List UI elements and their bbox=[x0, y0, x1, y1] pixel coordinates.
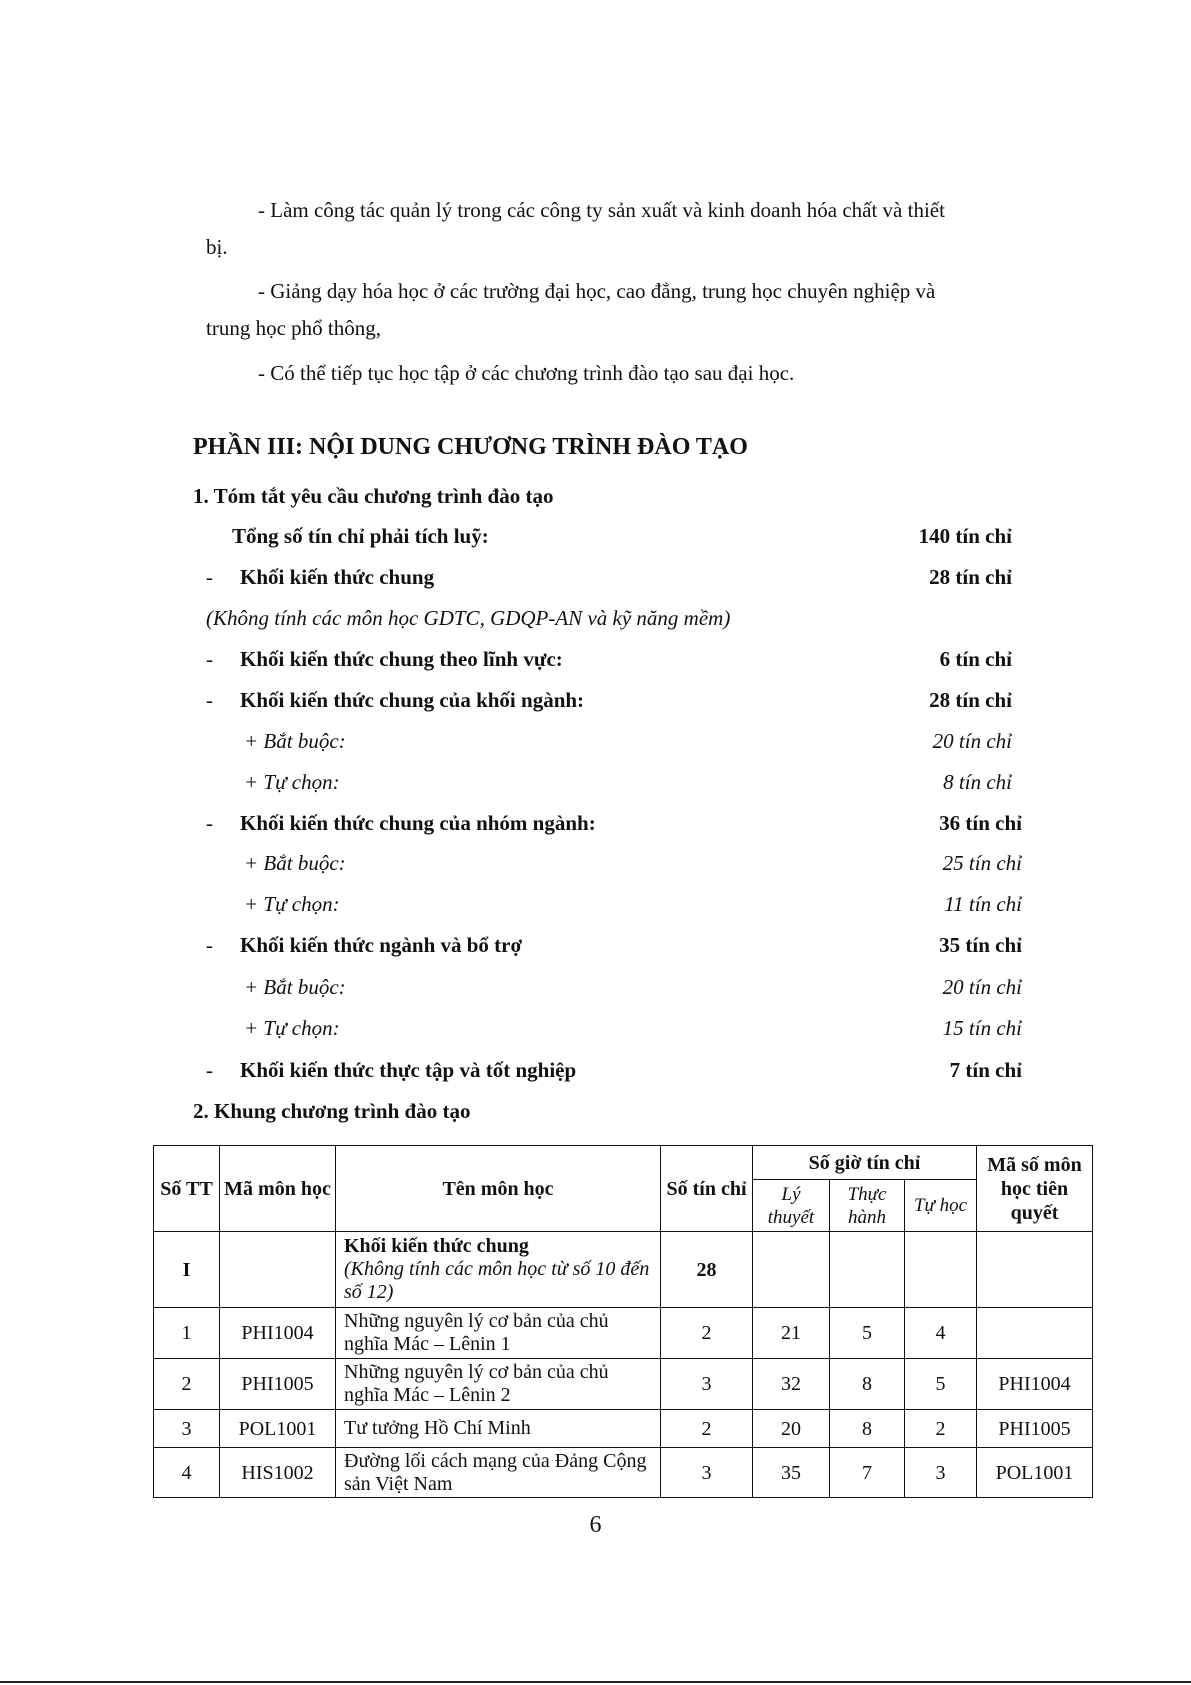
row-credits: 2 bbox=[661, 1410, 753, 1448]
group-prerequisite bbox=[977, 1232, 1093, 1308]
paragraph-line: - Làm công tác quản lý trong các công ty sản xuất và kinh doanh hóa chất và thiết bbox=[258, 198, 945, 222]
group-title: Khối kiến thức chung bbox=[344, 1235, 529, 1257]
block-required-label: + Bắt buộc: bbox=[244, 729, 346, 753]
table-row bbox=[154, 1448, 1093, 1498]
row-theory: 21 bbox=[753, 1308, 830, 1359]
paragraph-line: - Có thể tiếp tục học tập ở các chương trình đào tạo sau đại học. bbox=[258, 361, 795, 385]
total-credits-label: Tổng số tín chỉ phải tích luỹ: bbox=[232, 524, 489, 548]
header-prerequisite: Mã số môn học tiên quyết bbox=[977, 1146, 1093, 1232]
field-knowledge-value: 6 tín chỉ bbox=[939, 647, 1012, 671]
internship-knowledge-value: 7 tín chỉ bbox=[949, 1058, 1022, 1082]
header-theory: Lý thuyết bbox=[753, 1180, 830, 1232]
header-code: Mã môn học bbox=[220, 1146, 336, 1232]
row-name: Tư tưởng Hồ Chí Minh bbox=[336, 1410, 661, 1448]
general-knowledge-value: 28 tín chỉ bbox=[929, 565, 1012, 589]
bottom-rule bbox=[0, 1681, 1191, 1683]
block-required-value: 20 tín chỉ bbox=[932, 729, 1012, 753]
header-self-study: Tự học bbox=[905, 1180, 977, 1232]
row-prerequisite: POL1001 bbox=[977, 1448, 1093, 1498]
header-credit-hours: Số giờ tín chỉ bbox=[753, 1146, 977, 1180]
row-stt: 4 bbox=[154, 1448, 220, 1498]
subsection-heading: 1. Tóm tắt yêu cầu chương trình đào tạo bbox=[193, 484, 554, 508]
row-practice: 5 bbox=[830, 1308, 905, 1359]
block-knowledge-label: Khối kiến thức chung của khối ngành: bbox=[240, 688, 585, 712]
group-credits: 28 bbox=[661, 1232, 753, 1308]
group-note: (Không tính các môn học từ số 10 đến số 12) bbox=[344, 1258, 650, 1303]
group-elective-label: + Tự chọn: bbox=[244, 892, 340, 916]
row-practice: 7 bbox=[830, 1448, 905, 1498]
section-heading: PHẦN III: NỘI DUNG CHƯƠNG TRÌNH ĐÀO TẠO bbox=[193, 434, 748, 460]
major-elective-value: 15 tín chỉ bbox=[942, 1016, 1022, 1040]
header-name: Tên môn học bbox=[336, 1146, 661, 1232]
row-prerequisite: PHI1005 bbox=[977, 1410, 1093, 1448]
bullet-dash: - bbox=[206, 933, 213, 957]
group-stt: I bbox=[154, 1232, 220, 1308]
row-code: PHI1004 bbox=[220, 1308, 336, 1359]
row-self-study: 4 bbox=[905, 1308, 977, 1359]
row-name: Đường lối cách mạng của Đảng Cộng sản Việt Nam bbox=[336, 1448, 661, 1498]
total-credits-value: 140 tín chỉ bbox=[918, 524, 1012, 548]
row-theory: 20 bbox=[753, 1410, 830, 1448]
group-elective-value: 11 tín chỉ bbox=[944, 892, 1022, 916]
row-code: HIS1002 bbox=[220, 1448, 336, 1498]
row-self-study: 3 bbox=[905, 1448, 977, 1498]
row-practice: 8 bbox=[830, 1359, 905, 1410]
major-knowledge-value: 35 tín chỉ bbox=[939, 933, 1022, 957]
row-code: POL1001 bbox=[220, 1410, 336, 1448]
bullet-dash: - bbox=[206, 1058, 213, 1082]
group-knowledge-label: Khối kiến thức chung của nhóm ngành: bbox=[240, 811, 596, 835]
general-knowledge-label: Khối kiến thức chung bbox=[240, 565, 435, 589]
table-row bbox=[154, 1410, 1093, 1448]
bullet-dash: - bbox=[206, 811, 213, 835]
row-theory: 35 bbox=[753, 1448, 830, 1498]
table-group-row bbox=[154, 1232, 1093, 1308]
row-practice: 8 bbox=[830, 1410, 905, 1448]
header-stt: Số TT bbox=[154, 1146, 220, 1232]
group-theory bbox=[753, 1232, 830, 1308]
row-name: Những nguyên lý cơ bản của chủ nghĩa Mác – Lênin 1 bbox=[336, 1308, 661, 1359]
major-required-label: + Bắt buộc: bbox=[244, 975, 346, 999]
header-credits: Số tín chỉ bbox=[661, 1146, 753, 1232]
block-knowledge-value: 28 tín chỉ bbox=[929, 688, 1012, 712]
row-stt: 3 bbox=[154, 1410, 220, 1448]
row-theory: 32 bbox=[753, 1359, 830, 1410]
curriculum-table bbox=[153, 1145, 1093, 1498]
subsection-heading: 2. Khung chương trình đào tạo bbox=[193, 1099, 471, 1123]
field-knowledge-label: Khối kiến thức chung theo lĩnh vực: bbox=[240, 647, 563, 671]
bullet-dash: - bbox=[206, 688, 213, 712]
bullet-dash: - bbox=[206, 647, 213, 671]
group-self-study bbox=[905, 1232, 977, 1308]
paragraph-line: trung học phổ thông, bbox=[206, 316, 381, 340]
page-number: 6 bbox=[589, 1512, 602, 1538]
row-credits: 3 bbox=[661, 1448, 753, 1498]
row-self-study: 2 bbox=[905, 1410, 977, 1448]
paragraph-line: bị. bbox=[206, 235, 228, 259]
block-elective-label: + Tự chọn: bbox=[244, 770, 340, 794]
row-self-study: 5 bbox=[905, 1359, 977, 1410]
row-prerequisite bbox=[977, 1308, 1093, 1359]
group-code bbox=[220, 1232, 336, 1308]
group-knowledge-value: 36 tín chỉ bbox=[939, 811, 1022, 835]
table-row bbox=[154, 1308, 1093, 1359]
major-knowledge-label: Khối kiến thức ngành và bổ trợ bbox=[240, 933, 523, 957]
row-credits: 3 bbox=[661, 1359, 753, 1410]
row-name: Những nguyên lý cơ bản của chủ nghĩa Mác – Lênin 2 bbox=[336, 1359, 661, 1410]
group-name-cell bbox=[336, 1232, 661, 1308]
row-code: PHI1005 bbox=[220, 1359, 336, 1410]
row-prerequisite: PHI1004 bbox=[977, 1359, 1093, 1410]
table-row bbox=[154, 1359, 1093, 1410]
group-required-value: 25 tín chỉ bbox=[942, 851, 1022, 875]
group-required-label: + Bắt buộc: bbox=[244, 851, 346, 875]
header-practice: Thực hành bbox=[830, 1180, 905, 1232]
row-stt: 1 bbox=[154, 1308, 220, 1359]
major-elective-label: + Tự chọn: bbox=[244, 1016, 340, 1040]
bullet-dash: - bbox=[206, 565, 213, 589]
internship-knowledge-label: Khối kiến thức thực tập và tốt nghiệp bbox=[240, 1058, 577, 1082]
row-stt: 2 bbox=[154, 1359, 220, 1410]
major-required-value: 20 tín chỉ bbox=[942, 975, 1022, 999]
block-elective-value: 8 tín chỉ bbox=[943, 770, 1012, 794]
general-knowledge-note: (Không tính các môn học GDTC, GDQP-AN và kỹ năng mềm) bbox=[206, 606, 731, 630]
row-credits: 2 bbox=[661, 1308, 753, 1359]
group-practice bbox=[830, 1232, 905, 1308]
paragraph-line: - Giảng dạy hóa học ở các trường đại học, cao đẳng, trung học chuyên nghiệp và bbox=[258, 279, 936, 303]
